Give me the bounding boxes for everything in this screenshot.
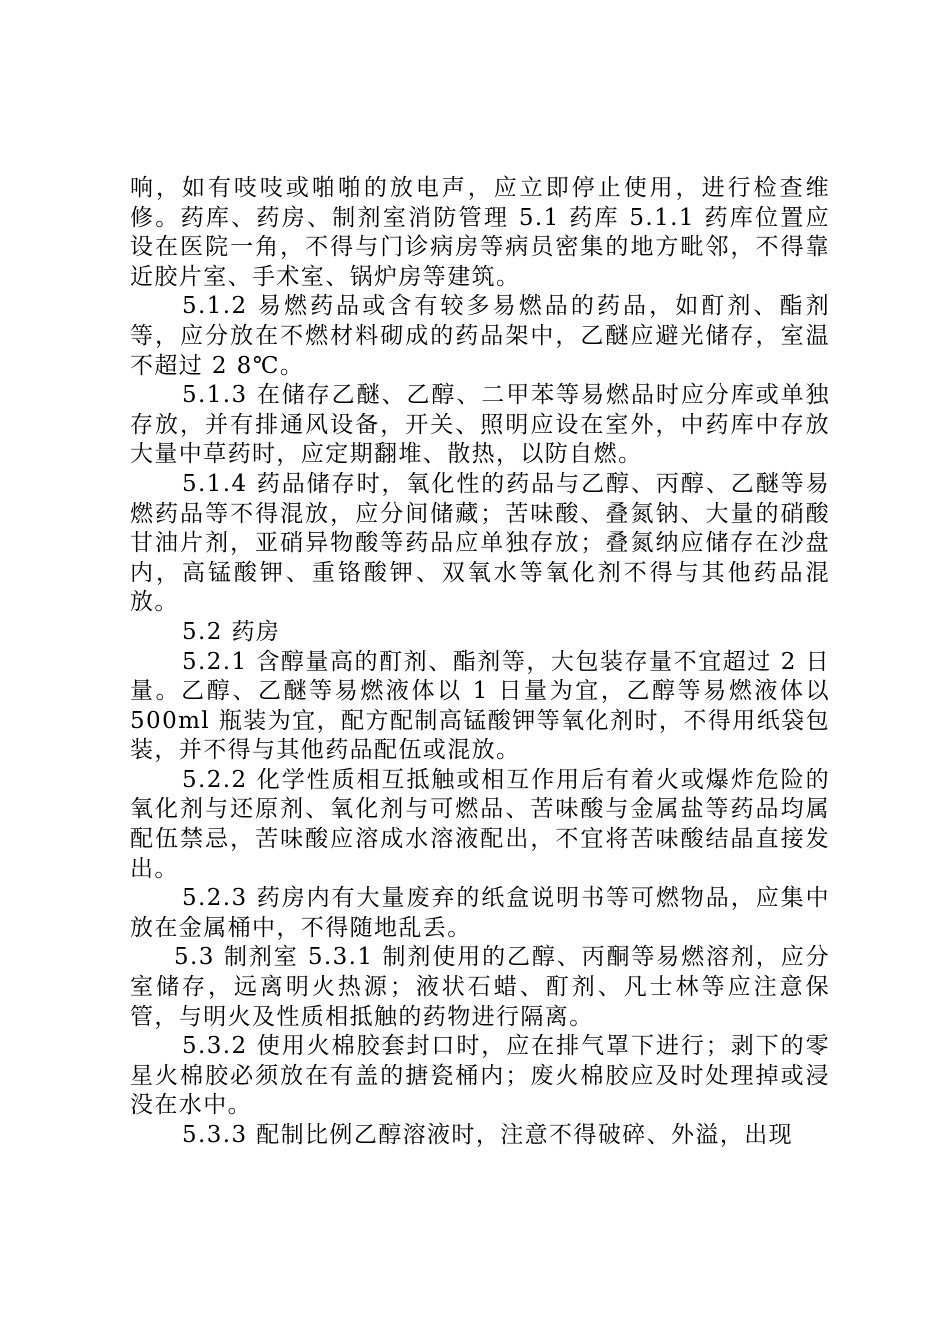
paragraph-5-1-4: 5.1.4 药品储存时，氧化性的药品与乙醇、丙醇、乙醚等易燃药品等不得混放，应分间储藏；苦味酸、叠氮钠、大量的硝酸甘油片剂，亚硝异物酸等药品应单独存放；叠氮纳应储存在沙盘内，高锰酸钾、重铬酸钾、双氧水等氧化剂不得与其他药品混放。 — [130, 470, 830, 616]
paragraph-5-3: 5.3 制剂室 5.3.1 制剂使用的乙醇、丙酮等易燃溶剂，应分室储存，远离明火热源；液状石蜡、酊剂、凡士林等应注意保管，与明火及性质相抵触的药物进行隔离。 — [130, 944, 830, 1030]
paragraph-5-1-3: 5.1.3 在储存乙醚、乙醇、二甲苯等易燃品时应分库或单独存放，并有排通风设备，开关、照明应设在室外，中药库中存放大量中草药时，应定期翻堆、散热，以防自燃。 — [130, 382, 830, 468]
document-body — [130, 174, 830, 1151]
paragraph-5-1-2: 5.1.2 易燃药品或含有较多易燃品的药品，如酊剂、酯剂等，应分放在不燃材料砌成的药品架中，乙醚应避光储存，室温不超过 2 8℃。 — [130, 293, 830, 379]
paragraph-continuation: 响，如有吱吱或啪啪的放电声，应立即停止使用，进行检查维修。药库、药房、制剂室消防管理 5.1 药库 5.1.1 药库位置应设在医院一角，不得与门诊病房等病员密集的地方毗邻，不得靠近胶片室、手术室、锅炉房等建筑。 — [130, 175, 830, 290]
paragraph-5-2-2: 5.2.2 化学性质相互抵触或相互作用后有着火或爆炸危险的氧化剂与还原剂、氧化剂与可燃品、苦味酸与金属盐等药品均属配伍禁忌，苦味酸应溶成水溶液配出，不宜将苦味酸结晶直接发出。 — [130, 766, 830, 882]
paragraph-5-2-1: 5.2.1 含醇量高的酊剂、酯剂等，大包装存量不宜超过 2 日量。乙醇、乙醚等易燃液体以 1 日量为宜，乙醇等易燃液体以 500ml 瓶装为宜，配方配制高锰酸钾等氧化剂时，不得用纸袋包装，并不得与其他药品配伍或混放。 — [130, 648, 830, 764]
paragraph-5-3-3: 5.3.3 配制比例乙醇溶液时，注意不得破碎、外溢，出现 — [182, 1122, 794, 1148]
paragraph-5-3-2: 5.3.2 使用火棉胶套封口时，应在排气罩下进行；剥下的零星火棉胶必须放在有盖的搪瓷桶内；废火棉胶应及时处理掉或浸没在水中。 — [130, 1033, 830, 1119]
section-heading-5-2: 5.2 药房 — [182, 618, 281, 645]
paragraph-5-2-3: 5.2.3 药房内有大量废弃的纸盒说明书等可燃物品，应集中放在金属桶中，不得随地乱丢。 — [130, 885, 830, 941]
